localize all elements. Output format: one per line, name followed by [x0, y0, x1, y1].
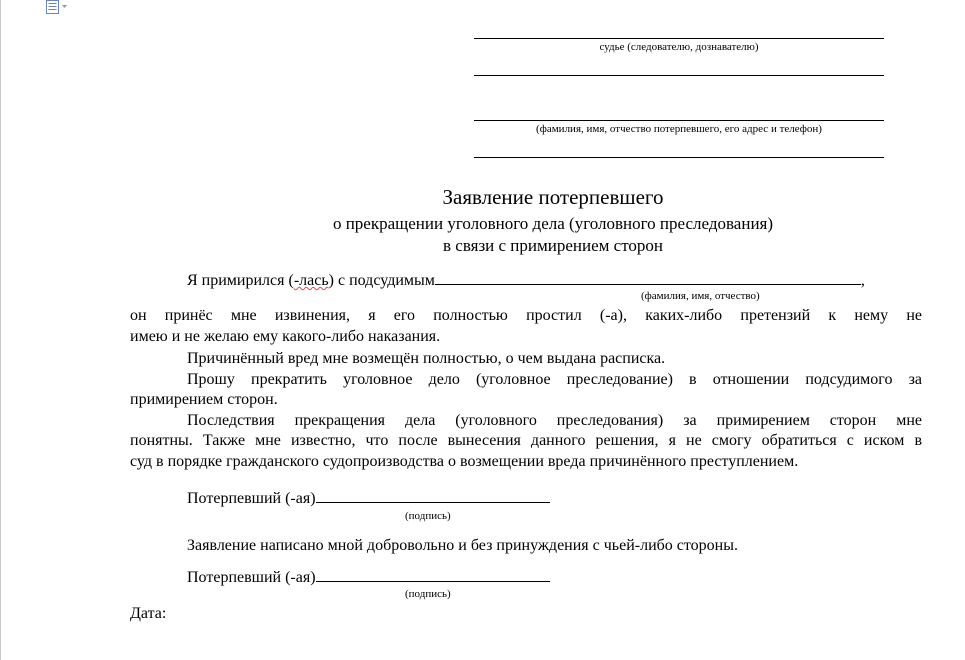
misspelled-word: -лась [293, 272, 329, 289]
chevron-down-icon [62, 5, 67, 8]
voluntary-statement: Заявление написано мной добровольно и без принуждения с чьей-либо стороны. [187, 537, 738, 554]
paragraph-1-line-2: имею и не желаю ему какого-либо наказания. [130, 328, 441, 345]
signature-caption-2: (подпись) [405, 588, 451, 600]
victim-signature-line-1: Потерпевший (-ая) [187, 488, 922, 509]
addressee-line-4 [474, 157, 884, 158]
page-left-edge [0, 0, 1, 660]
document-title: Заявление потерпевшего [442, 185, 664, 209]
title-subline-1: о прекращении уголовного дела (уголовного преследования) [332, 214, 774, 233]
judge-name-line [474, 38, 884, 39]
paragraph-2: Причинённый вред мне возмещён полностью, о чем выдана расписка. [187, 350, 666, 367]
victim-signature-line-2: Потерпевший (-ая) [187, 567, 922, 588]
paragraph-4-line-3: суд в порядке гражданского судопроизводства о возмещении вреда причинённого преступлением. [130, 453, 799, 470]
defendant-name-line [435, 270, 861, 285]
paragraph-4-line-2: понятны. Также мне известно, что после вынесения данного решения, я не смогу обратиться с иском в [130, 432, 922, 449]
paragraph-3-line-1: Прошу прекратить уголовное дело (уголовное преследование) в отношении подсудимого за [187, 371, 922, 388]
defendant-caption: (фамилия, имя, отчество) [641, 290, 760, 302]
judge-caption: судье (следователю, дознавателю) [599, 41, 759, 53]
signature-caption-1: (подпись) [405, 510, 451, 522]
signature-blank-2 [316, 567, 550, 582]
document-icon[interactable] [46, 0, 68, 14]
victim-caption: (фамилия, имя, отчество потерпевшего, его адрес и телефон) [536, 123, 822, 135]
victim-name-line [474, 120, 884, 121]
title-subline-2: в связи с примирением сторон [443, 236, 663, 255]
reconciliation-line: Я примирился (-лась) с подсудимым , [187, 272, 865, 289]
paragraph-3-line-2: примирением сторон. [130, 391, 278, 408]
signature-blank-1 [316, 488, 550, 503]
paragraph-1-line-1: он принёс мне извинения, я его полностью простил (-а), каких-либо претензий к нему не [130, 307, 922, 324]
date-label: Дата: [130, 605, 167, 622]
addressee-line-2 [474, 75, 884, 76]
paragraph-4-line-1: Последствия прекращения дела (уголовного преследования) за примирением сторон мне [187, 412, 922, 429]
